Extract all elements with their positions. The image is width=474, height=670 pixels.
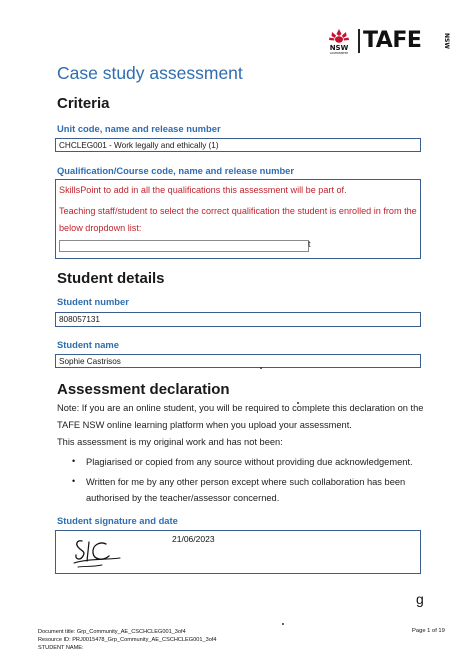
bullet-marker: • — [72, 456, 76, 466]
declaration-bullet-2: Written for me by any other person except where such collaboration has been authorised by the teacher/assessor concerned. — [86, 477, 406, 503]
student-name-label: Student name — [57, 339, 119, 350]
stray-dot — [260, 367, 262, 369]
stray-glyph: g — [416, 591, 424, 607]
waratah-icon — [326, 27, 352, 55]
qual-note-2: Teaching staff/student to select the correct qualification the student is enrolled in from the below dropdown list: — [59, 206, 417, 233]
signature-box[interactable] — [55, 530, 421, 574]
student-number-value: 808057131 — [59, 315, 100, 324]
student-number-field[interactable] — [55, 312, 421, 327]
unit-field[interactable] — [55, 138, 421, 152]
declaration-note: Note: If you are an online student, you will be required to complete this declaration on the TAFE NSW online learning platform when you upload your assessment. — [57, 403, 424, 430]
student-details-heading: Student details — [57, 270, 165, 287]
footer-resource-id: Resource ID: PRJ0015478_Grp_Community_AE_CSCHCLEG001_3of4 — [38, 637, 217, 643]
stray-dot — [282, 623, 284, 625]
unit-value: CHCLEG001 - Work legally and ethically (1) — [59, 140, 219, 150]
declaration-intro: This assessment is my original work and has not been: — [57, 437, 283, 447]
page-number: Page 1 of 19 — [412, 628, 445, 634]
tafe-nsw-logo — [326, 27, 458, 55]
qual-box — [55, 179, 421, 259]
signature-label: Student signature and date — [57, 515, 178, 526]
criteria-heading: Criteria — [57, 95, 110, 112]
logo-tafe-nsw-text: NSW — [443, 33, 450, 49]
qual-dropdown-tail: t — [308, 239, 311, 249]
qual-label: Qualification/Course code, name and release number — [57, 165, 295, 176]
student-name-field[interactable] — [55, 354, 421, 368]
logo-nsw-text: NSW — [329, 44, 349, 52]
footer-doc-title: Document title: Grp_Community_AE_CSCHCLEG001_3of4 — [38, 629, 186, 635]
footer-student-name: STUDENT NAME: — [38, 645, 84, 651]
logo-divider — [358, 29, 360, 53]
declaration-bullet-1: Plagiarised or copied from any source without providing due acknowledgement. — [86, 457, 413, 467]
declaration-heading: Assessment declaration — [57, 381, 230, 398]
unit-label: Unit code, name and release number — [57, 123, 221, 134]
signature-date: 21/06/2023 — [172, 534, 215, 544]
handwritten-signature — [72, 533, 132, 573]
logo-nsw-sub-text: GOVERNMENT — [329, 52, 349, 55]
bullet-marker: • — [72, 476, 76, 486]
student-number-label: Student number — [57, 296, 129, 307]
page-title: Case study assessment — [57, 63, 243, 83]
student-name-value: Sophie Castrisos — [59, 356, 121, 366]
qualification-dropdown[interactable] — [59, 240, 309, 252]
logo-tafe-text: TAFE — [363, 28, 422, 53]
qual-note-1: SkillsPoint to add in all the qualifications this assessment will be part of. — [59, 185, 347, 195]
